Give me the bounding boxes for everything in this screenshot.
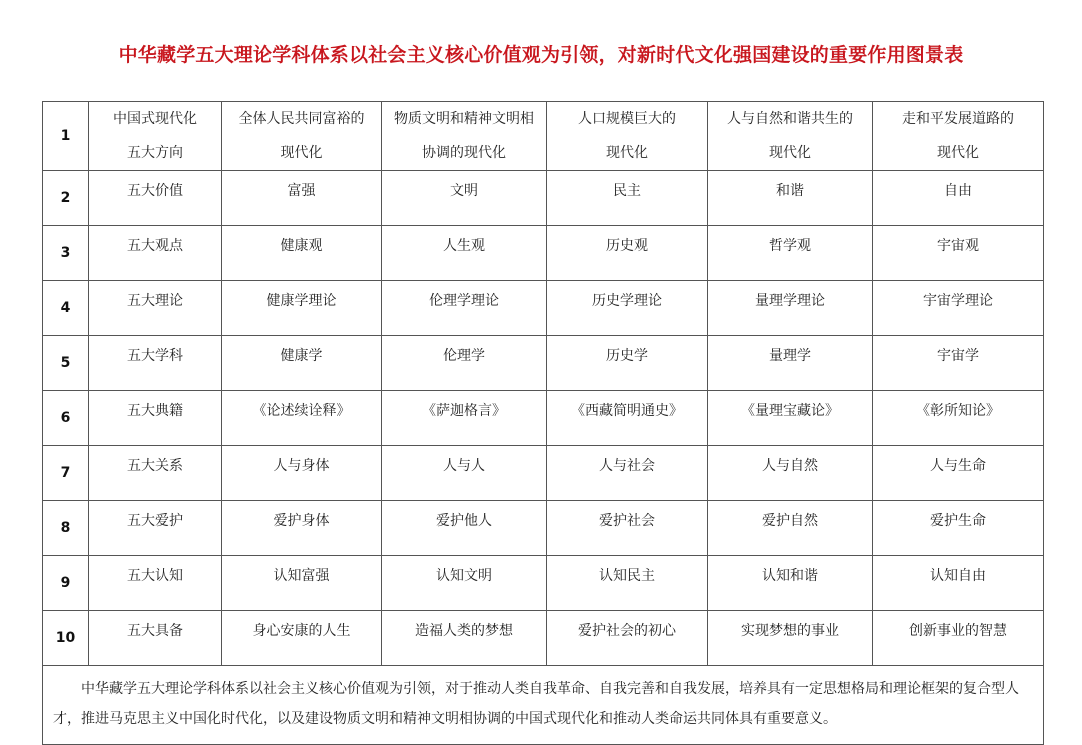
row-number: 6 [43,391,89,446]
table-cell: 《西藏简明通史》 [547,391,708,446]
table-cell: 实现梦想的事业 [708,611,873,666]
table-row [43,336,1044,391]
header-cell-line2: 现代化 [769,145,811,161]
row-label: 五大价值 [89,171,222,226]
table-cell: 《量理宝藏论》 [708,391,873,446]
table-cell: 历史学 [547,336,708,391]
row-number: 10 [43,611,89,666]
header-cell [708,102,873,171]
row-label [89,102,222,171]
table-cell: 身心安康的人生 [222,611,382,666]
table-cell: 人与自然 [708,446,873,501]
table-row [43,611,1044,666]
row-number: 5 [43,336,89,391]
header-cell-line2: 现代化 [937,145,979,161]
row-label: 五大学科 [89,336,222,391]
footer-note: 中华藏学五大理论学科体系以社会主义核心价值观为引领，对于推动人类自我革命、自我完善和自我发展，培养具有一定思想格局和理论框架的复合型人才，推进马克思主义中国化时代化，以及建设物质文明和精神文明相协调的中国式现代化和推动人类命运共同体具有重要意义。 [43,666,1044,745]
table-cell: 历史学理论 [547,281,708,336]
row-number: 4 [43,281,89,336]
header-cell-line1: 全体人民共同富裕的 [238,111,365,127]
table-header-row [43,102,1044,171]
table-cell: 创新事业的智慧 [873,611,1044,666]
table-cell: 宇宙观 [873,226,1044,281]
table-row [43,556,1044,611]
table-cell: 富强 [222,171,382,226]
row-number: 9 [43,556,89,611]
row-label-line1: 中国式现代化 [113,111,197,127]
table-cell: 文明 [382,171,547,226]
table-cell: 健康学 [222,336,382,391]
table-cell: 《论述续诠释》 [222,391,382,446]
row-label: 五大理论 [89,281,222,336]
table-cell: 健康学理论 [222,281,382,336]
table-cell: 量理学理论 [708,281,873,336]
table-cell: 爱护身体 [222,501,382,556]
table-cell: 爱护社会 [547,501,708,556]
table-cell: 人与人 [382,446,547,501]
header-cell-line2: 协调的现代化 [422,145,506,161]
row-label: 五大认知 [89,556,222,611]
row-number: 3 [43,226,89,281]
table-cell: 认知富强 [222,556,382,611]
table-cell: 民主 [547,171,708,226]
table-cell: 人与身体 [222,446,382,501]
table-cell: 健康观 [222,226,382,281]
header-cell-line1: 物质文明和精神文明相 [394,111,534,127]
table-cell: 哲学观 [708,226,873,281]
header-cell-line2: 现代化 [606,145,648,161]
table-cell: 爱护他人 [382,501,547,556]
table-row [43,391,1044,446]
row-number: 7 [43,446,89,501]
table-cell: 认知和谐 [708,556,873,611]
header-cell-line1: 人口规模巨大的 [578,111,676,127]
table-cell: 认知文明 [382,556,547,611]
table-row [43,171,1044,226]
table-footer-row [43,666,1044,745]
table-cell: 《萨迦格言》 [382,391,547,446]
header-cell [547,102,708,171]
header-cell [382,102,547,171]
row-label: 五大观点 [89,226,222,281]
row-number: 1 [43,102,89,171]
table-row [43,226,1044,281]
row-number: 8 [43,501,89,556]
row-label: 五大具备 [89,611,222,666]
page-title: 中华藏学五大理论学科体系以社会主义核心价值观为引领，对新时代文化强国建设的重要作用图景表 [118,44,964,66]
table-row [43,446,1044,501]
row-number: 2 [43,171,89,226]
header-cell-line2: 现代化 [280,145,323,161]
table-cell: 伦理学理论 [382,281,547,336]
header-cell [222,102,382,171]
table-cell: 《彰所知论》 [873,391,1044,446]
table-cell: 造福人类的梦想 [382,611,547,666]
table-cell: 和谐 [708,171,873,226]
row-label: 五大关系 [89,446,222,501]
header-cell [873,102,1044,171]
table-cell: 爱护生命 [873,501,1044,556]
table-cell: 宇宙学 [873,336,1044,391]
table-cell: 人与社会 [547,446,708,501]
table-cell: 人生观 [382,226,547,281]
table-cell: 爱护社会的初心 [547,611,708,666]
table-cell: 量理学 [708,336,873,391]
table-cell: 人与生命 [873,446,1044,501]
table-cell: 宇宙学理论 [873,281,1044,336]
overview-table [42,101,1044,745]
header-cell-line1: 走和平发展道路的 [902,111,1014,127]
row-label: 五大典籍 [89,391,222,446]
table-row [43,281,1044,336]
table-row [43,501,1044,556]
table-cell: 爱护自然 [708,501,873,556]
table-cell: 认知民主 [547,556,708,611]
table-cell: 认知自由 [873,556,1044,611]
row-label-line2: 五大方向 [127,145,183,161]
row-label: 五大爱护 [89,501,222,556]
header-cell-line1: 人与自然和谐共生的 [727,111,853,127]
table-cell: 伦理学 [382,336,547,391]
table-cell: 历史观 [547,226,708,281]
table-cell: 自由 [873,171,1044,226]
